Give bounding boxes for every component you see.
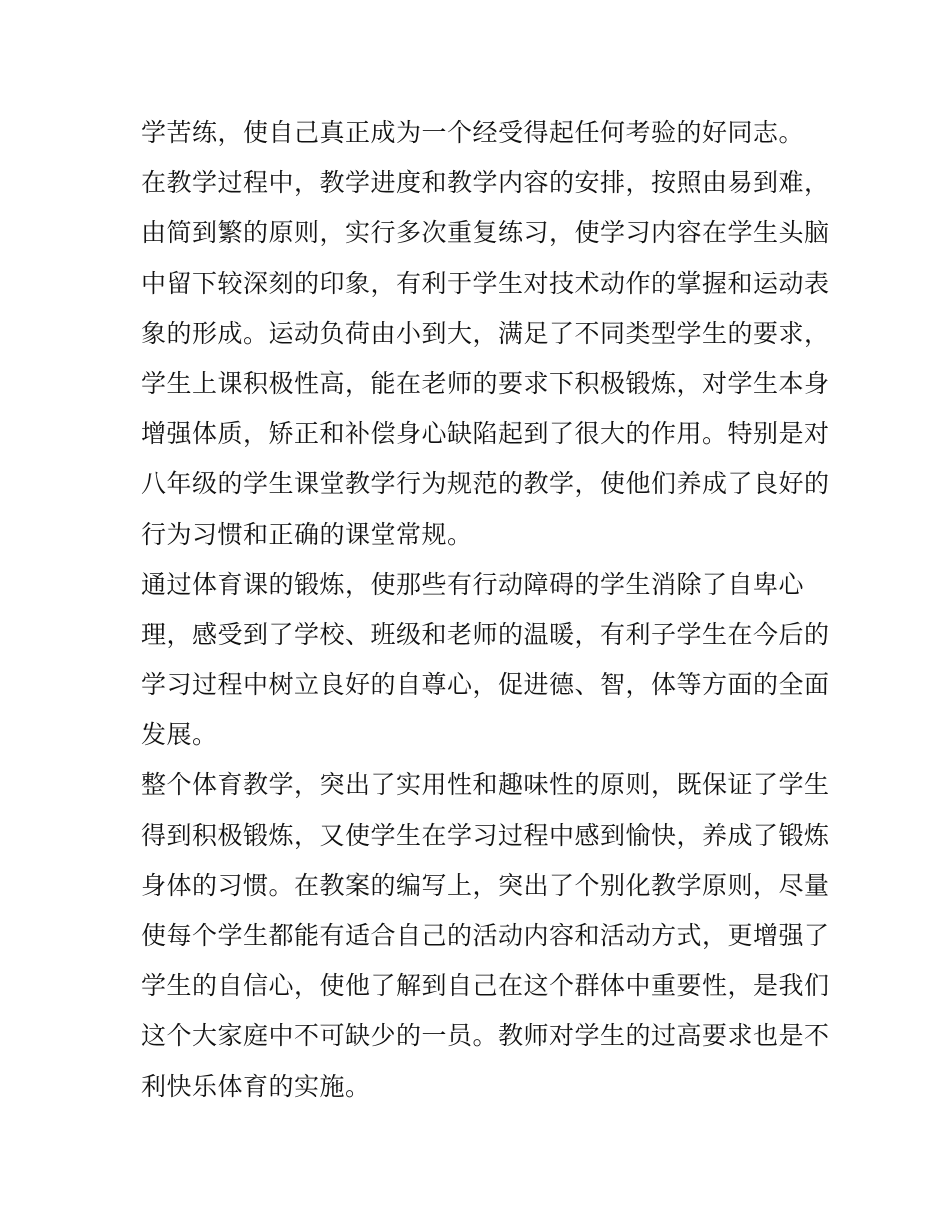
text-line: 由简到繁的原则，实行多次重复练习，使学习内容在学生头脑 (141, 218, 830, 248)
text-line: 学苦练，使自己真正成为一个经受得起任何考验的好同志。 (141, 118, 805, 147)
text-line: 利快乐体育的实施。 (141, 1071, 371, 1101)
text-line: 这个大家庭中不可缺少的一员。教师对学生的过高要求也是不 (141, 1021, 830, 1051)
text-line: 行为习惯和正确的课堂常规。 (141, 519, 473, 549)
text-line: 通过体育课的锻炼，使那些有行动障碍的学生消除了自卑心 (141, 569, 805, 599)
text-line: 使每个学生都能有适合自己的活动内容和活动方式，更增强了 (141, 921, 830, 950)
body-text (141, 108, 830, 1112)
text-line: 学生上课积极性高，能在老师的要求下积极锻炼，对学生本身 (141, 368, 830, 398)
text-line: 增强体质，矫正和补偿身心缺陷起到了很大的作用。特别是对 (141, 419, 830, 449)
text-line: 身体的习惯。在教案的编写上，突出了个别化教学原则，尽量 (141, 870, 830, 900)
text-line: 得到积极锻炼，又使学生在学习过程中感到愉快，养成了锻炼 (141, 820, 830, 850)
text-line: 中留下较深刻的印象，有利于学生对技术动作的掌握和运动表 (141, 268, 830, 298)
text-line: 整个体育教学，突出了实用性和趣味性的原则，既保证了学生 (141, 770, 830, 800)
text-line: 学生的自信心，使他了解到自己在这个群体中重要性，是我们 (141, 971, 830, 1001)
text-line: 发展。 (141, 720, 218, 750)
text-line: 学习过程中树立良好的自尊心，促进德、智，体等方面的全面 (141, 670, 830, 700)
text-line: 在教学过程中，教学进度和教学内容的安排，按照由易到难， (141, 168, 830, 198)
text-line: 理，感受到了学校、班级和老师的温暖，有利子学生在今后的 (141, 619, 830, 649)
text-line: 八年级的学生课堂教学行为规范的教学，使他们养成了良好的 (141, 469, 830, 499)
text-line: 象的形成。运动负荷由小到大，满足了不同类型学生的要求， (141, 318, 830, 348)
